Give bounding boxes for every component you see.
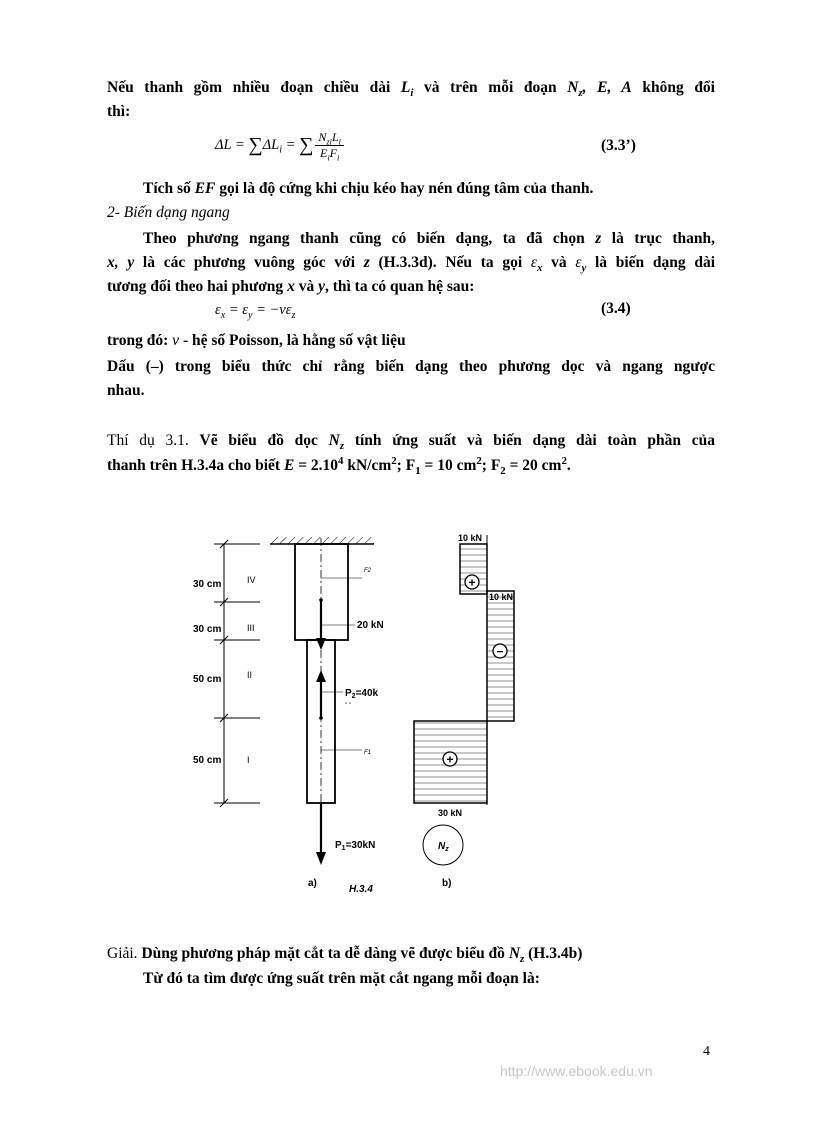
load-p2-mark: " " — [345, 703, 351, 709]
paragraph-multi-segment-line2: thì: — [107, 103, 131, 120]
solution-line1: Giải. Dùng phương pháp mặt cắt ta dễ dàng vẽ được biểu đồ $N_z$ (H.3.4b) — [107, 945, 583, 966]
segment-ii: II — [247, 670, 253, 680]
caption-b: b) — [442, 878, 452, 889]
dim-label-i: 50 cm — [193, 755, 222, 766]
load-20kn-label: 20 kN — [357, 620, 384, 631]
section-heading-transverse: 2- Biến dạng ngang — [107, 204, 230, 221]
load-p2-label: $P_2=40k$ — [345, 688, 379, 700]
paragraph-multi-segment: Nếu thanh gồm nhiều đoạn chiều dài $L_i$ và trên mỗi đoạn $N_z$, E, A không đổi — [107, 79, 715, 100]
page-number: 4 — [703, 1044, 710, 1059]
paragraph-transverse-line3: tương đối theo hai phương x và y, thì ta có quan hệ sau: — [107, 278, 475, 295]
nz-diagram — [414, 533, 514, 889]
plus-sign-upper: + — [468, 575, 476, 590]
label-f2: F2 — [364, 568, 372, 574]
nz-label: $N_z$ — [438, 841, 449, 853]
paragraph-transverse-line1: Theo phương ngang thanh cũng có biến dạng, ta đã chọn z là trục thanh, — [143, 230, 715, 247]
example-line1: Thí dụ 3.1. Vẽ biểu đồ dọc $N_z$ tính ứng suất và biến dạng dài toàn phần của — [107, 432, 716, 453]
example-line2: thanh trên H.3.4a cho biết $E = 2.10^4$ $kN/cm^2$; $F_1 = 10$ $cm^2$; $F_2 = 20$ $cm^2$. — [107, 454, 571, 478]
plus-sign-lower: + — [446, 752, 454, 767]
watermark: http://www.ebook.edu.vn — [500, 1063, 653, 1079]
equation-3-4: $\varepsilon_x = \varepsilon_y = -\nu\varepsilon_z$ — [215, 302, 296, 321]
equation-3-3: $\Delta L = \sum\Delta L_i$ = ∑ $\frac{N_{zi}L_i}{E_iF_i}$ — [215, 130, 346, 161]
minus-sign: − — [496, 644, 504, 659]
dim-label-iii: 30 cm — [193, 624, 222, 635]
solution-line2: Từ đó ta tìm được ứng suất trên mặt cắt ngang mỗi đoạn là: — [143, 970, 540, 987]
segment-i: I — [247, 755, 250, 765]
segment-iv: IV — [247, 575, 256, 585]
load-p1-label: $P_1=30kN$ — [335, 840, 376, 852]
paragraph-stiffness: Tích số EF gọi là độ cứng khi chịu kéo hay nén đúng tâm của thanh. — [143, 180, 594, 197]
dim-label-ii: 50 cm — [193, 674, 222, 685]
figure-caption: H.3.4 — [349, 884, 373, 895]
caption-a: a) — [308, 878, 317, 889]
label-f1: F1 — [364, 750, 372, 756]
nz-mid-value: 10 kN — [489, 592, 514, 602]
bar-diagram — [193, 537, 384, 895]
segment-iii: III — [247, 623, 255, 633]
paragraph-sign-line1: Dấu (–) trong biểu thức chỉ rằng biến dạng theo phương dọc và ngang ngược — [107, 358, 715, 375]
paragraph-sign-line2: nhau. — [107, 382, 145, 399]
nz-top-value: 10 kN — [458, 533, 483, 543]
paragraph-poisson: trong đó: ν - hệ số Poisson, là hằng số vật liệu — [107, 332, 406, 349]
equation-number-3-3: (3.3’) — [601, 137, 636, 154]
fixed-support — [270, 537, 374, 544]
nz-bottom-value: 30 kN — [438, 808, 463, 818]
paragraph-transverse-line2: x, y là các phương vuông góc với z (H.3.3d). Nếu ta gọi $\varepsilon_x$ và $\varepsilon_y$ là biến dạng dài — [107, 254, 715, 275]
dim-label-iv: 30 cm — [193, 579, 222, 590]
equation-number-3-4: (3.4) — [601, 300, 631, 317]
